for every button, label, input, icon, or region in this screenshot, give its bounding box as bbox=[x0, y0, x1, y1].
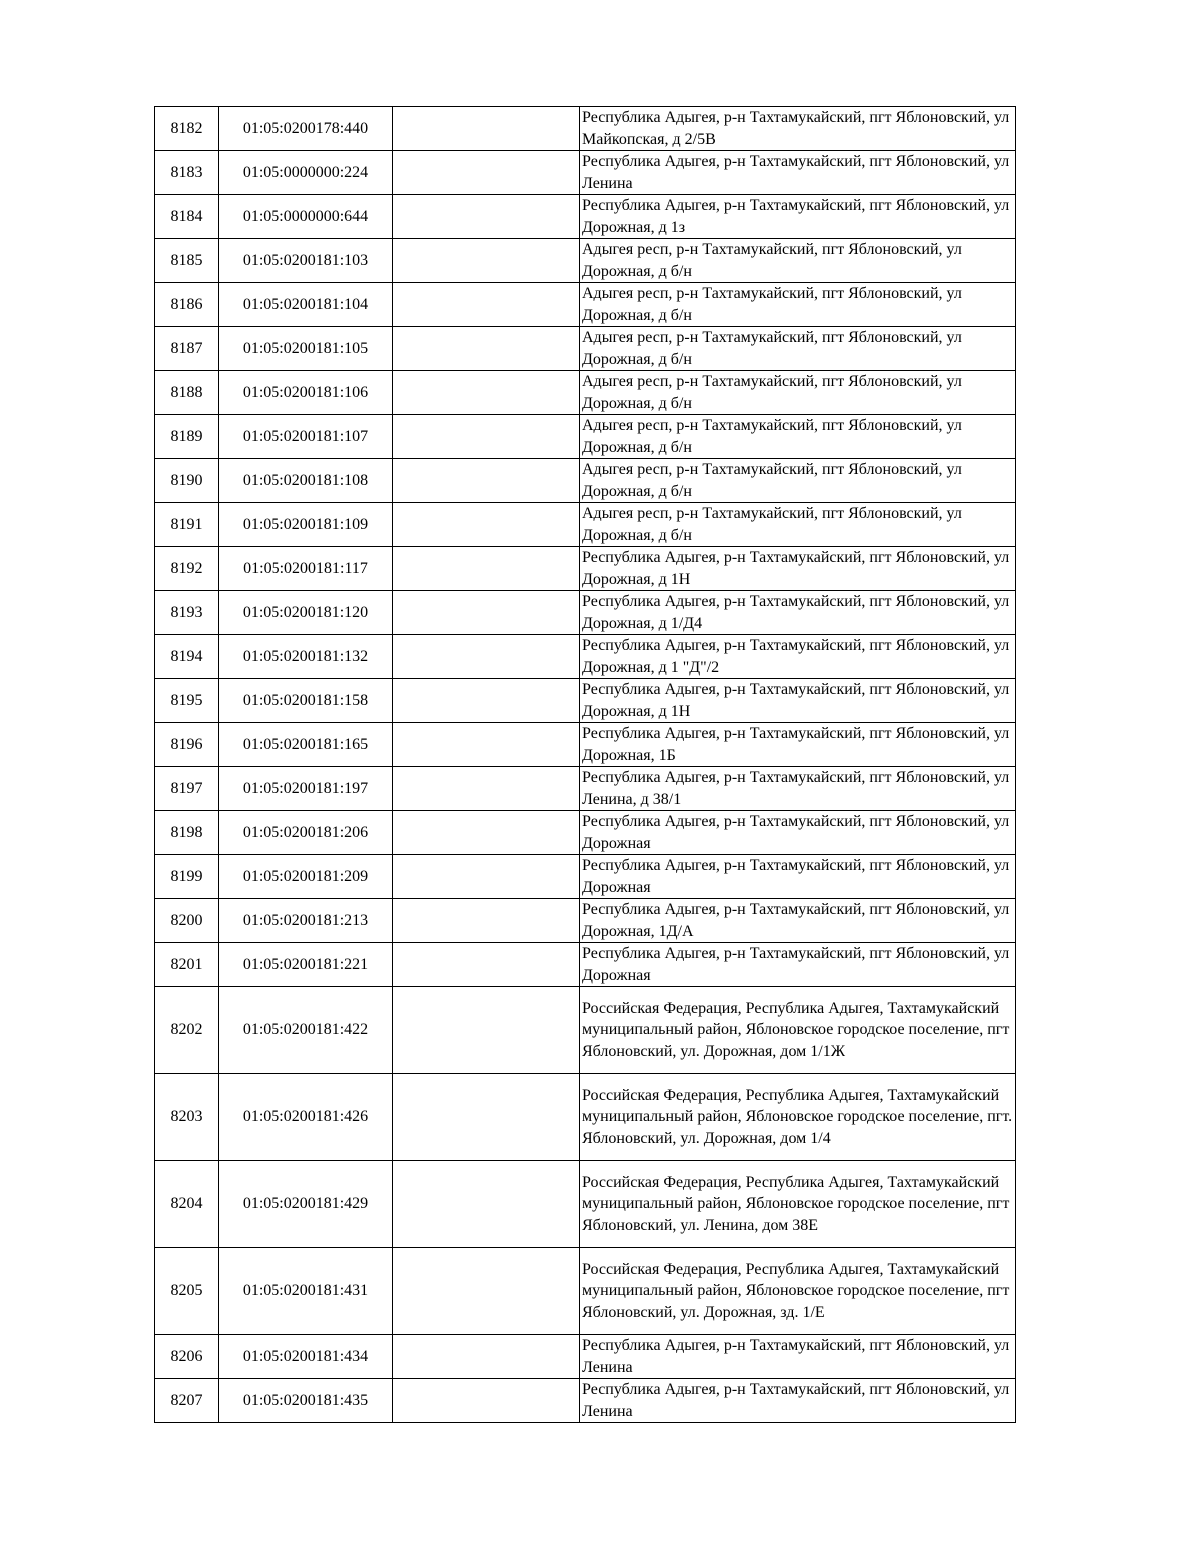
row-number-cell: 8202 bbox=[155, 987, 219, 1074]
empty-cell bbox=[393, 1335, 580, 1379]
cadastral-number-cell: 01:05:0200181:213 bbox=[219, 899, 393, 943]
empty-cell bbox=[393, 987, 580, 1074]
row-number-cell: 8198 bbox=[155, 811, 219, 855]
table-row bbox=[155, 503, 1016, 547]
address-cell: Адыгея респ, р-н Тахтамукайский, пгт Яблоновский, ул Дорожная, д б/н bbox=[580, 239, 1016, 283]
cadastral-number-cell: 01:05:0200181:209 bbox=[219, 855, 393, 899]
address-cell: Республика Адыгея, р-н Тахтамукайский, пгт Яблоновский, ул Дорожная, 1Б bbox=[580, 723, 1016, 767]
cadastral-number-cell: 01:05:0200181:422 bbox=[219, 987, 393, 1074]
row-number-cell: 8206 bbox=[155, 1335, 219, 1379]
cadastral-number-cell: 01:05:0200181:107 bbox=[219, 415, 393, 459]
cadastral-number-cell: 01:05:0000000:224 bbox=[219, 151, 393, 195]
address-cell: Российская Федерация, Республика Адыгея, Тахтамукайский муниципальный район, Яблоновское городское поселение, пгт. Яблоновский, ул. Дорожная, дом 1/4 bbox=[580, 1074, 1016, 1161]
cadastral-number-cell: 01:05:0200181:221 bbox=[219, 943, 393, 987]
row-number-cell: 8189 bbox=[155, 415, 219, 459]
row-number-cell: 8203 bbox=[155, 1074, 219, 1161]
empty-cell bbox=[393, 1161, 580, 1248]
empty-cell bbox=[393, 943, 580, 987]
empty-cell bbox=[393, 327, 580, 371]
table-row bbox=[155, 283, 1016, 327]
address-cell: Адыгея респ, р-н Тахтамукайский, пгт Яблоновский, ул Дорожная, д б/н bbox=[580, 459, 1016, 503]
cadastral-number-cell: 01:05:0200181:206 bbox=[219, 811, 393, 855]
table-row bbox=[155, 1335, 1016, 1379]
address-cell: Республика Адыгея, р-н Тахтамукайский, пгт Яблоновский, ул Дорожная, д 1Н bbox=[580, 679, 1016, 723]
table-row bbox=[155, 1248, 1016, 1335]
address-cell: Российская Федерация, Республика Адыгея, Тахтамукайский муниципальный район, Яблоновское городское поселение, пгт Яблоновский, ул. Дорожная, зд. 1/Е bbox=[580, 1248, 1016, 1335]
address-cell: Адыгея респ, р-н Тахтамукайский, пгт Яблоновский, ул Дорожная, д б/н bbox=[580, 327, 1016, 371]
table-row bbox=[155, 151, 1016, 195]
cadastral-number-cell: 01:05:0200181:431 bbox=[219, 1248, 393, 1335]
row-number-cell: 8200 bbox=[155, 899, 219, 943]
empty-cell bbox=[393, 767, 580, 811]
row-number-cell: 8205 bbox=[155, 1248, 219, 1335]
row-number-cell: 8184 bbox=[155, 195, 219, 239]
address-cell: Республика Адыгея, р-н Тахтамукайский, пгт Яблоновский, ул Дорожная, 1Д/А bbox=[580, 899, 1016, 943]
table-row bbox=[155, 635, 1016, 679]
empty-cell bbox=[393, 635, 580, 679]
empty-cell bbox=[393, 723, 580, 767]
registry-table-body bbox=[155, 107, 1016, 1423]
address-cell: Российская Федерация, Республика Адыгея, Тахтамукайский муниципальный район, Яблоновское городское поселение, пгт Яблоновский, ул. Ленина, дом 38Е bbox=[580, 1161, 1016, 1248]
table-row bbox=[155, 855, 1016, 899]
cadastral-number-cell: 01:05:0200181:132 bbox=[219, 635, 393, 679]
empty-cell bbox=[393, 151, 580, 195]
address-cell: Республика Адыгея, р-н Тахтамукайский, пгт Яблоновский, ул Ленина, д 38/1 bbox=[580, 767, 1016, 811]
empty-cell bbox=[393, 195, 580, 239]
empty-cell bbox=[393, 1074, 580, 1161]
table-row bbox=[155, 1379, 1016, 1423]
empty-cell bbox=[393, 547, 580, 591]
table-row bbox=[155, 811, 1016, 855]
table-row bbox=[155, 1161, 1016, 1248]
cadastral-number-cell: 01:05:0200181:117 bbox=[219, 547, 393, 591]
table-row bbox=[155, 1074, 1016, 1161]
table-row bbox=[155, 987, 1016, 1074]
cadastral-number-cell: 01:05:0200181:103 bbox=[219, 239, 393, 283]
cadastral-number-cell: 01:05:0200181:104 bbox=[219, 283, 393, 327]
cadastral-number-cell: 01:05:0200178:440 bbox=[219, 107, 393, 151]
cadastral-number-cell: 01:05:0200181:435 bbox=[219, 1379, 393, 1423]
row-number-cell: 8191 bbox=[155, 503, 219, 547]
cadastral-number-cell: 01:05:0200181:165 bbox=[219, 723, 393, 767]
address-cell: Республика Адыгея, р-н Тахтамукайский, пгт Яблоновский, ул Ленина bbox=[580, 1379, 1016, 1423]
cadastral-number-cell: 01:05:0200181:158 bbox=[219, 679, 393, 723]
row-number-cell: 8186 bbox=[155, 283, 219, 327]
row-number-cell: 8197 bbox=[155, 767, 219, 811]
empty-cell bbox=[393, 503, 580, 547]
row-number-cell: 8196 bbox=[155, 723, 219, 767]
cadastral-number-cell: 01:05:0200181:108 bbox=[219, 459, 393, 503]
table-row bbox=[155, 195, 1016, 239]
table-row bbox=[155, 239, 1016, 283]
address-cell: Адыгея респ, р-н Тахтамукайский, пгт Яблоновский, ул Дорожная, д б/н bbox=[580, 503, 1016, 547]
table-row bbox=[155, 767, 1016, 811]
cadastral-number-cell: 01:05:0200181:426 bbox=[219, 1074, 393, 1161]
empty-cell bbox=[393, 107, 580, 151]
row-number-cell: 8194 bbox=[155, 635, 219, 679]
table-row bbox=[155, 415, 1016, 459]
cadastral-number-cell: 01:05:0200181:109 bbox=[219, 503, 393, 547]
address-cell: Республика Адыгея, р-н Тахтамукайский, пгт Яблоновский, ул Дорожная bbox=[580, 811, 1016, 855]
address-cell: Республика Адыгея, р-н Тахтамукайский, пгт Яблоновский, ул Майкопская, д 2/5В bbox=[580, 107, 1016, 151]
empty-cell bbox=[393, 415, 580, 459]
table-row bbox=[155, 107, 1016, 151]
address-cell: Республика Адыгея, р-н Тахтамукайский, пгт Яблоновский, ул Ленина bbox=[580, 151, 1016, 195]
table-row bbox=[155, 591, 1016, 635]
cadastral-number-cell: 01:05:0200181:106 bbox=[219, 371, 393, 415]
row-number-cell: 8201 bbox=[155, 943, 219, 987]
address-cell: Республика Адыгея, р-н Тахтамукайский, пгт Яблоновский, ул Ленина bbox=[580, 1335, 1016, 1379]
row-number-cell: 8185 bbox=[155, 239, 219, 283]
address-cell: Республика Адыгея, р-н Тахтамукайский, пгт Яблоновский, ул Дорожная bbox=[580, 943, 1016, 987]
empty-cell bbox=[393, 283, 580, 327]
empty-cell bbox=[393, 371, 580, 415]
address-cell: Республика Адыгея, р-н Тахтамукайский, пгт Яблоновский, ул Дорожная bbox=[580, 855, 1016, 899]
table-row bbox=[155, 723, 1016, 767]
address-cell: Адыгея респ, р-н Тахтамукайский, пгт Яблоновский, ул Дорожная, д б/н bbox=[580, 415, 1016, 459]
table-row bbox=[155, 547, 1016, 591]
row-number-cell: 8188 bbox=[155, 371, 219, 415]
row-number-cell: 8187 bbox=[155, 327, 219, 371]
cadastral-number-cell: 01:05:0200181:197 bbox=[219, 767, 393, 811]
registry-table bbox=[154, 106, 1016, 1423]
empty-cell bbox=[393, 811, 580, 855]
cadastral-number-cell: 01:05:0200181:120 bbox=[219, 591, 393, 635]
empty-cell bbox=[393, 679, 580, 723]
cadastral-number-cell: 01:05:0200181:434 bbox=[219, 1335, 393, 1379]
table-row bbox=[155, 899, 1016, 943]
table-row bbox=[155, 327, 1016, 371]
row-number-cell: 8195 bbox=[155, 679, 219, 723]
empty-cell bbox=[393, 1379, 580, 1423]
address-cell: Адыгея респ, р-н Тахтамукайский, пгт Яблоновский, ул Дорожная, д б/н bbox=[580, 371, 1016, 415]
address-cell: Адыгея респ, р-н Тахтамукайский, пгт Яблоновский, ул Дорожная, д б/н bbox=[580, 283, 1016, 327]
row-number-cell: 8183 bbox=[155, 151, 219, 195]
address-cell: Республика Адыгея, р-н Тахтамукайский, пгт Яблоновский, ул Дорожная, д 1/Д4 bbox=[580, 591, 1016, 635]
cadastral-number-cell: 01:05:0000000:644 bbox=[219, 195, 393, 239]
row-number-cell: 8204 bbox=[155, 1161, 219, 1248]
cadastral-number-cell: 01:05:0200181:105 bbox=[219, 327, 393, 371]
row-number-cell: 8192 bbox=[155, 547, 219, 591]
empty-cell bbox=[393, 899, 580, 943]
table-row bbox=[155, 459, 1016, 503]
row-number-cell: 8190 bbox=[155, 459, 219, 503]
empty-cell bbox=[393, 459, 580, 503]
empty-cell bbox=[393, 591, 580, 635]
address-cell: Республика Адыгея, р-н Тахтамукайский, пгт Яблоновский, ул Дорожная, д 1Н bbox=[580, 547, 1016, 591]
cadastral-number-cell: 01:05:0200181:429 bbox=[219, 1161, 393, 1248]
address-cell: Республика Адыгея, р-н Тахтамукайский, пгт Яблоновский, ул Дорожная, д 1 "Д"/2 bbox=[580, 635, 1016, 679]
table-row bbox=[155, 679, 1016, 723]
address-cell: Российская Федерация, Республика Адыгея, Тахтамукайский муниципальный район, Яблоновское городское поселение, пгт Яблоновский, ул. Дорожная, дом 1/1Ж bbox=[580, 987, 1016, 1074]
empty-cell bbox=[393, 1248, 580, 1335]
table-row bbox=[155, 943, 1016, 987]
row-number-cell: 8199 bbox=[155, 855, 219, 899]
empty-cell bbox=[393, 855, 580, 899]
row-number-cell: 8207 bbox=[155, 1379, 219, 1423]
table-row bbox=[155, 371, 1016, 415]
address-cell: Республика Адыгея, р-н Тахтамукайский, пгт Яблоновский, ул Дорожная, д 1з bbox=[580, 195, 1016, 239]
empty-cell bbox=[393, 239, 580, 283]
row-number-cell: 8182 bbox=[155, 107, 219, 151]
row-number-cell: 8193 bbox=[155, 591, 219, 635]
